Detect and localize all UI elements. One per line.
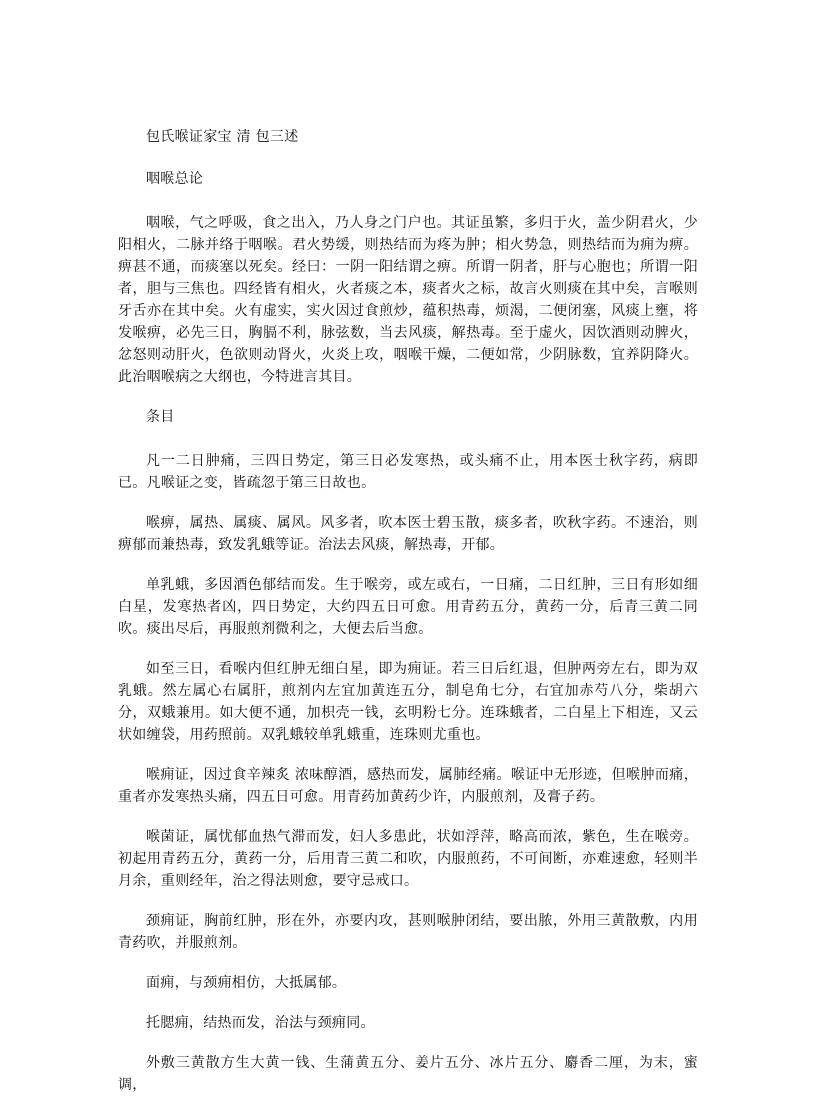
paragraph: 颈痈证，胸前红肿，形在外，亦要内攻，甚则喉肿闭结，要出脓，外用三黄散敷，内用青药吹，并服煎剂。 [118, 913, 698, 951]
paragraph: 喉菌证，属忧郁血热气滞而发，妇人多患此，状如浮萍，略高而浓，紫色，生在喉旁。初起用青药五分，黄药一分，后用青三黄二和吹，内服煎药，不可间断，亦难速愈，轻则半月余，重则经年，治之得法则愈，要守忌戒口。 [118, 829, 698, 889]
document-page [118, 126, 698, 1114]
paragraph: 咽喉，气之呼吸，食之出入，乃人身之门户也。其证虽繁，多归于火，盖少阴君火，少阳相火，二脉并络于咽喉。君火势缓，则热结而为疼为肿；相火势急，则热结而为痈为痹。痹甚不通，而痰塞以死矣。经曰：一阴一阳结谓之痹。所谓一阴者，肝与心胞也；所谓一阳者，胆与三焦也。四经皆有相火，火者痰之本，痰者火之标，故言火则痰在其中矣，言喉则牙舌亦在其中矣。火有虚实，实火因过食煎炒，蕴积热毒，烦渴，二便闭塞，风痰上壅，将发喉痹，必先三日，胸膈不利，脉弦数，当去风痰，解热毒。至于虚火，因饮酒则动脾火，忿怒则动肝火，色欲则动肾火，火炎上攻，咽喉干燥，二便如常，少阴脉数，宜养阴降火。此治咽喉病之大纲也，今特进言其目。 [118, 215, 698, 385]
paragraph: 外敷三黄散方生大黄一钱、生蒲黄五分、姜片五分、冰片五分、麝香二厘，为末，蜜调， [118, 1055, 698, 1093]
paragraph: 喉痹，属热、属痰、属风。风多者，吹本医士碧玉散，痰多者，吹秋字药。不速治，则痹郁而兼热毒，致发乳蛾等证。治法去风痰，解热毒，开郁。 [118, 515, 698, 553]
paragraph: 凡一二日肿痛，三四日势定，第三日必发寒热，或头痛不止，用本医士秋字药，病即已。凡喉证之变，皆疏忽于第三日故也。 [118, 453, 698, 491]
paragraph: 单乳蛾，多因酒色郁结而发。生于喉旁，或左或右，一日痛，二日红肿，三日有形如细白星，发寒热者凶，四日势定，大约四五日可愈。用青药五分，黄药一分，后青三黄二同吹。痰出尽后，再服煎剂微利之，大便去后当愈。 [118, 577, 698, 637]
document-title: 包氏喉证家宝 清 包三述 [146, 129, 299, 145]
paragraph: 托腮痈，结热而发，治法与颈痈同。 [146, 1015, 375, 1031]
paragraph: 面痈，与颈痈相仿，大抵属郁。 [146, 975, 347, 991]
section-heading: 咽喉总论 [146, 171, 204, 187]
section-heading: 条目 [146, 409, 175, 425]
paragraph: 如至三日，看喉内但红肿无细白星，即为痈证。若三日后红退，但肿两旁左右，即为双乳蛾。然左属心右属肝，煎剂内左宜加黄连五分，制皂角七分，右宜加赤芍八分，柴胡六分，双蛾兼用。如大便不通，加枳壳一钱，玄明粉七分。连珠蛾者，二白星上下相连，又云状如缠袋，用药照前。双乳蛾较单乳蛾重，连珠则尤重也。 [118, 661, 698, 743]
paragraph: 喉痈证，因过食辛辣炙 浓味醇酒，感热而发，属肺经痛。喉证中无形迹，但喉肿而痛，重者亦发寒热头痛，四五日可愈。用青药加黄药少许，内服煎剂，及膏子药。 [118, 767, 698, 805]
